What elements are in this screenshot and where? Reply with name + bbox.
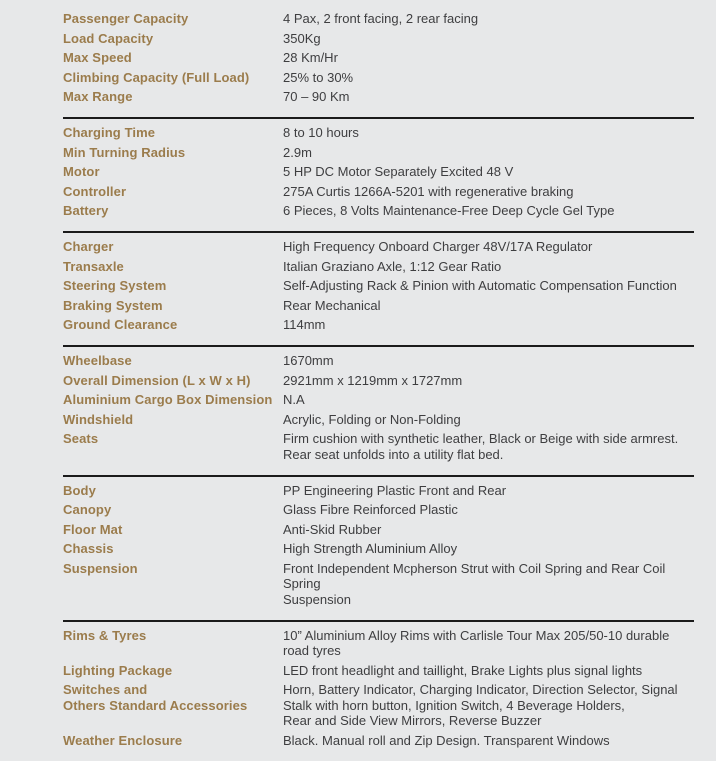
spec-value: 114mm	[283, 317, 326, 332]
spec-row	[63, 733, 694, 749]
spec-value: 6 Pieces, 8 Volts Maintenance-Free Deep Cycle Gel Type	[283, 203, 615, 218]
spec-label: Max Speed	[63, 50, 132, 65]
spec-row	[63, 89, 694, 105]
spec-value: 10” Aluminium Alloy Rims with Carlisle Tour Max 205/50-10 durable road tyres	[283, 627, 670, 658]
spec-value: Black. Manual roll and Zip Design. Transparent Windows	[283, 732, 610, 748]
spec-label: Climbing Capacity (Full Load)	[63, 69, 250, 85]
spec-label: Canopy	[63, 502, 112, 517]
spec-label: Motor	[63, 164, 100, 179]
spec-row	[63, 373, 694, 389]
spec-row	[63, 483, 694, 499]
spec-value: 5 HP DC Motor Separately Excited 48 V	[283, 164, 514, 179]
spec-label: Charging Time	[63, 125, 156, 140]
spec-value: 28 Km/Hr	[283, 50, 338, 65]
spec-row	[63, 522, 694, 538]
spec-label: Passenger Capacity	[63, 11, 189, 26]
spec-value: Rear Mechanical	[283, 297, 381, 313]
spec-row	[63, 353, 694, 369]
spec-row	[63, 31, 694, 47]
spec-section	[63, 119, 694, 231]
spec-label: Ground Clearance	[63, 317, 178, 332]
spec-row	[63, 50, 694, 66]
spec-value: Horn, Battery Indicator, Charging Indicator, Direction Selector, Signal Stalk with horn button, Ignition Switch, 4 Beverage Holders, Rear and Side View Mirrors, Reverse Buzzer	[283, 682, 678, 728]
spec-value: 25% to 30%	[283, 69, 354, 85]
spec-section	[63, 622, 694, 761]
spec-value: Acrylic, Folding or Non-Folding	[283, 411, 461, 427]
spec-value: Anti-Skid Rubber	[283, 521, 382, 537]
spec-section	[63, 233, 694, 345]
spec-value: 2.9m	[283, 144, 312, 160]
spec-row	[63, 203, 694, 219]
spec-label: Suspension	[63, 560, 138, 576]
spec-label: Wheelbase	[63, 353, 132, 368]
spec-label: Windshield	[63, 411, 134, 427]
spec-value: High Frequency Onboard Charger 48V/17A Regulator	[283, 239, 593, 254]
spec-row	[63, 164, 694, 180]
spec-row	[63, 561, 694, 608]
spec-value: LED front headlight and taillight, Brake Lights plus signal lights	[283, 662, 643, 678]
spec-row	[63, 682, 694, 729]
spec-section	[63, 477, 694, 620]
spec-value: PP Engineering Plastic Front and Rear	[283, 482, 507, 498]
spec-label: Switches and Others Standard Accessories	[63, 682, 248, 713]
spec-sheet	[63, 0, 694, 761]
spec-row	[63, 541, 694, 557]
spec-label: Charger	[63, 239, 114, 254]
spec-value: 70 – 90 Km	[283, 89, 350, 104]
spec-label: Min Turning Radius	[63, 144, 186, 160]
spec-value: 1670mm	[283, 353, 334, 368]
spec-label: Lighting Package	[63, 662, 173, 678]
spec-row	[63, 412, 694, 428]
spec-value: Self-Adjusting Rack & Pinion with Automatic Compensation Function	[283, 278, 677, 293]
spec-value: 275A Curtis 1266A-5201 with regenerative braking	[283, 183, 574, 199]
spec-row	[63, 259, 694, 275]
spec-label: Braking System	[63, 297, 163, 313]
spec-label: Overall Dimension (L x W x H)	[63, 372, 251, 388]
spec-label: Load Capacity	[63, 30, 154, 46]
spec-value: Front Independent Mcpherson Strut with Coil Spring and Rear Coil Spring Suspension	[283, 560, 666, 607]
spec-label: Battery	[63, 203, 109, 218]
spec-row	[63, 278, 694, 294]
spec-value: 4 Pax, 2 front facing, 2 rear facing	[283, 11, 479, 26]
spec-value: Glass Fibre Reinforced Plastic	[283, 502, 458, 517]
spec-row	[63, 392, 694, 408]
spec-row	[63, 11, 694, 27]
spec-label: Body	[63, 482, 96, 498]
spec-row	[63, 663, 694, 679]
spec-row	[63, 184, 694, 200]
spec-label: Weather Enclosure	[63, 732, 183, 748]
spec-value: N.A	[283, 392, 305, 407]
spec-section	[63, 11, 694, 117]
spec-value: 8 to 10 hours	[283, 125, 359, 140]
spec-label: Controller	[63, 183, 127, 199]
spec-value: 2921mm x 1219mm x 1727mm	[283, 372, 463, 388]
spec-label: Rims & Tyres	[63, 627, 147, 643]
spec-section	[63, 347, 694, 475]
spec-row	[63, 239, 694, 255]
spec-row	[63, 125, 694, 141]
spec-value: Firm cushion with synthetic leather, Black or Beige with side armrest. Rear seat unfolds into a utility flat bed.	[283, 431, 679, 462]
spec-row	[63, 70, 694, 86]
spec-label: Transaxle	[63, 258, 124, 274]
spec-label: Aluminium Cargo Box Dimension	[63, 392, 273, 407]
spec-row	[63, 502, 694, 518]
spec-row	[63, 298, 694, 314]
spec-row	[63, 145, 694, 161]
spec-row	[63, 628, 694, 659]
spec-row	[63, 431, 694, 462]
spec-row	[63, 317, 694, 333]
spec-value: 350Kg	[283, 30, 321, 46]
spec-label: Max Range	[63, 89, 133, 104]
spec-label: Seats	[63, 431, 99, 446]
spec-value: Italian Graziano Axle, 1:12 Gear Ratio	[283, 258, 502, 274]
spec-label: Floor Mat	[63, 521, 123, 537]
spec-value: High Strength Aluminium Alloy	[283, 541, 458, 556]
spec-label: Chassis	[63, 541, 114, 556]
spec-label: Steering System	[63, 278, 167, 293]
